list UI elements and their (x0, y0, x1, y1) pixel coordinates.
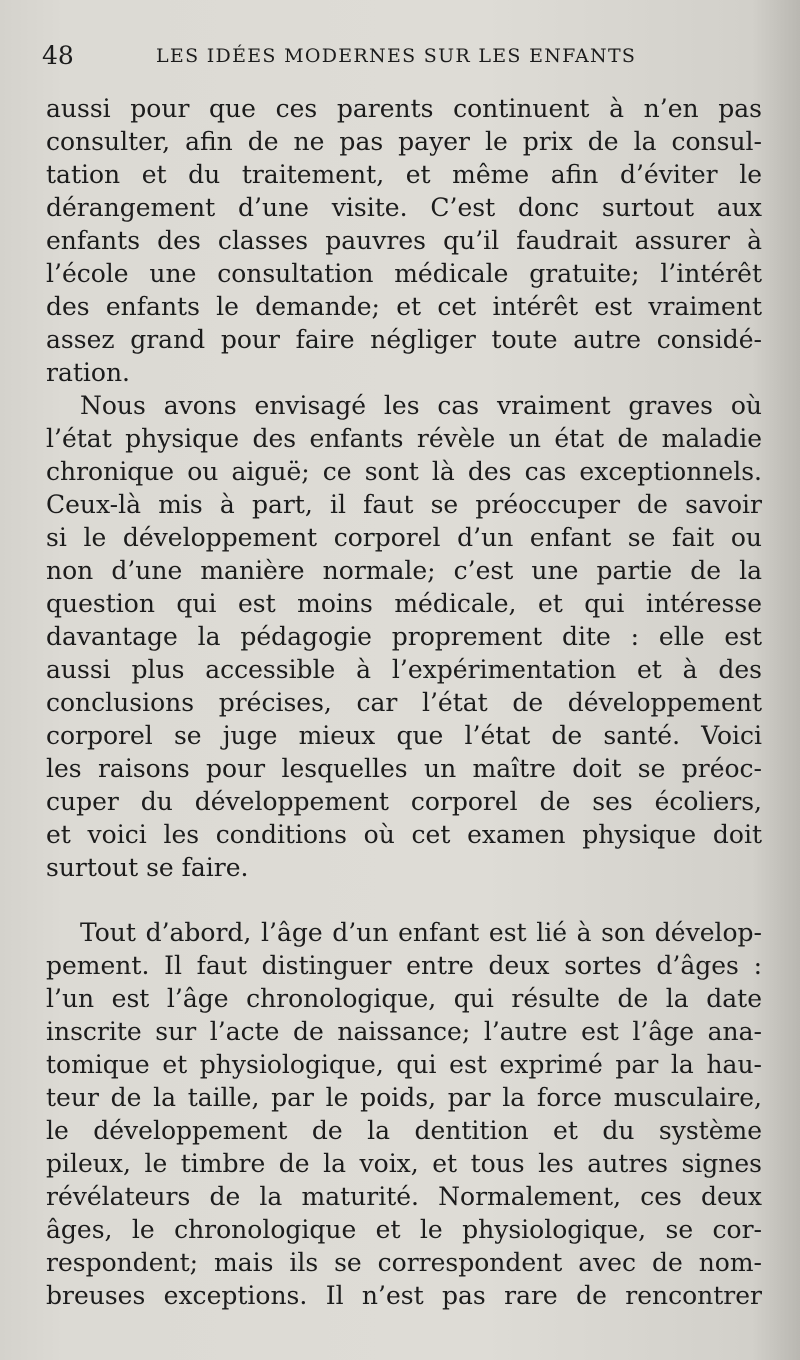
text-line: davantage la pédagogie proprement dite : elle est (46, 622, 762, 651)
text-line: âges, le chronologique et le physiologique, se cor- (46, 1215, 762, 1244)
text-line: consulter, afin de ne pas payer le prix de la consul- (46, 127, 762, 156)
text-line: question qui est moins médicale, et qui intéresse (46, 589, 762, 618)
text-line: tomique et physiologique, qui est exprimé par la hau- (46, 1050, 762, 1079)
paragraph (46, 389, 762, 884)
running-title: LES IDÉES MODERNES SUR LES ENFANTS (156, 45, 637, 67)
text-line: révélateurs de la maturité. Normalement, ces deux (46, 1182, 762, 1211)
text-line: des enfants le demande; et cet intérêt est vraiment (46, 292, 762, 321)
text-line: aussi pour que ces parents continuent à n’en pas (46, 94, 762, 123)
text-line: Tout d’abord, l’âge d’un enfant est lié à son dévelop- (80, 918, 762, 947)
text-line: l’un est l’âge chronologique, qui résulte de la date (46, 984, 762, 1013)
text-line: tation et du traitement, et même afin d’éviter le (46, 160, 762, 189)
text-line: Nous avons envisagé les cas vraiment graves où (80, 391, 762, 420)
text-line: corporel se juge mieux que l’état de santé. Voici (46, 721, 762, 750)
paragraph (46, 916, 762, 1312)
text-line: enfants des classes pauvres qu’il faudrait assurer à (46, 226, 762, 255)
text-line: conclusions précises, car l’état de développement (46, 688, 762, 717)
text-line: pement. Il faut distinguer entre deux sortes d’âges : (46, 951, 762, 980)
text-line: breuses exceptions. Il n’est pas rare de rencontrer (46, 1281, 762, 1310)
text-line: chronique ou aiguë; ce sont là des cas exceptionnels. (46, 457, 762, 486)
text-line: Ceux-là mis à part, il faut se préoccuper de savoir (46, 490, 762, 519)
section-gap (46, 884, 762, 916)
text-line: les raisons pour lesquelles un maître doit se préoc- (46, 754, 762, 783)
text-line: surtout se faire. (46, 853, 249, 882)
text-line: dérangement d’une visite. C’est donc surtout aux (46, 193, 762, 222)
text-line: le développement de la dentition et du système (46, 1116, 762, 1145)
text-line: l’état physique des enfants révèle un état de maladie (46, 424, 762, 453)
text-line: aussi plus accessible à l’expérimentation et à des (46, 655, 762, 684)
text-line: non d’une manière normale; c’est une partie de la (46, 556, 762, 585)
text-line: l’école une consultation médicale gratuite; l’intérêt (46, 259, 762, 288)
text-line: assez grand pour faire négliger toute autre considé- (46, 325, 762, 354)
text-line: teur de la taille, par le poids, par la force musculaire, (46, 1083, 762, 1112)
text-line: respondent; mais ils se correspondent avec de nom- (46, 1248, 762, 1277)
body-text (46, 92, 762, 1312)
text-line: si le développement corporel d’un enfant se fait ou (46, 523, 762, 552)
page-header (42, 38, 762, 74)
text-line: inscrite sur l’acte de naissance; l’autre est l’âge ana- (46, 1017, 762, 1046)
text-line: et voici les conditions où cet examen physique doit (46, 820, 762, 849)
text-line: cuper du développement corporel de ses écoliers, (46, 787, 762, 816)
text-line: ration. (46, 358, 130, 387)
text-line: pileux, le timbre de la voix, et tous les autres signes (46, 1149, 762, 1178)
page-number: 48 (42, 41, 74, 70)
paragraph (46, 92, 762, 389)
